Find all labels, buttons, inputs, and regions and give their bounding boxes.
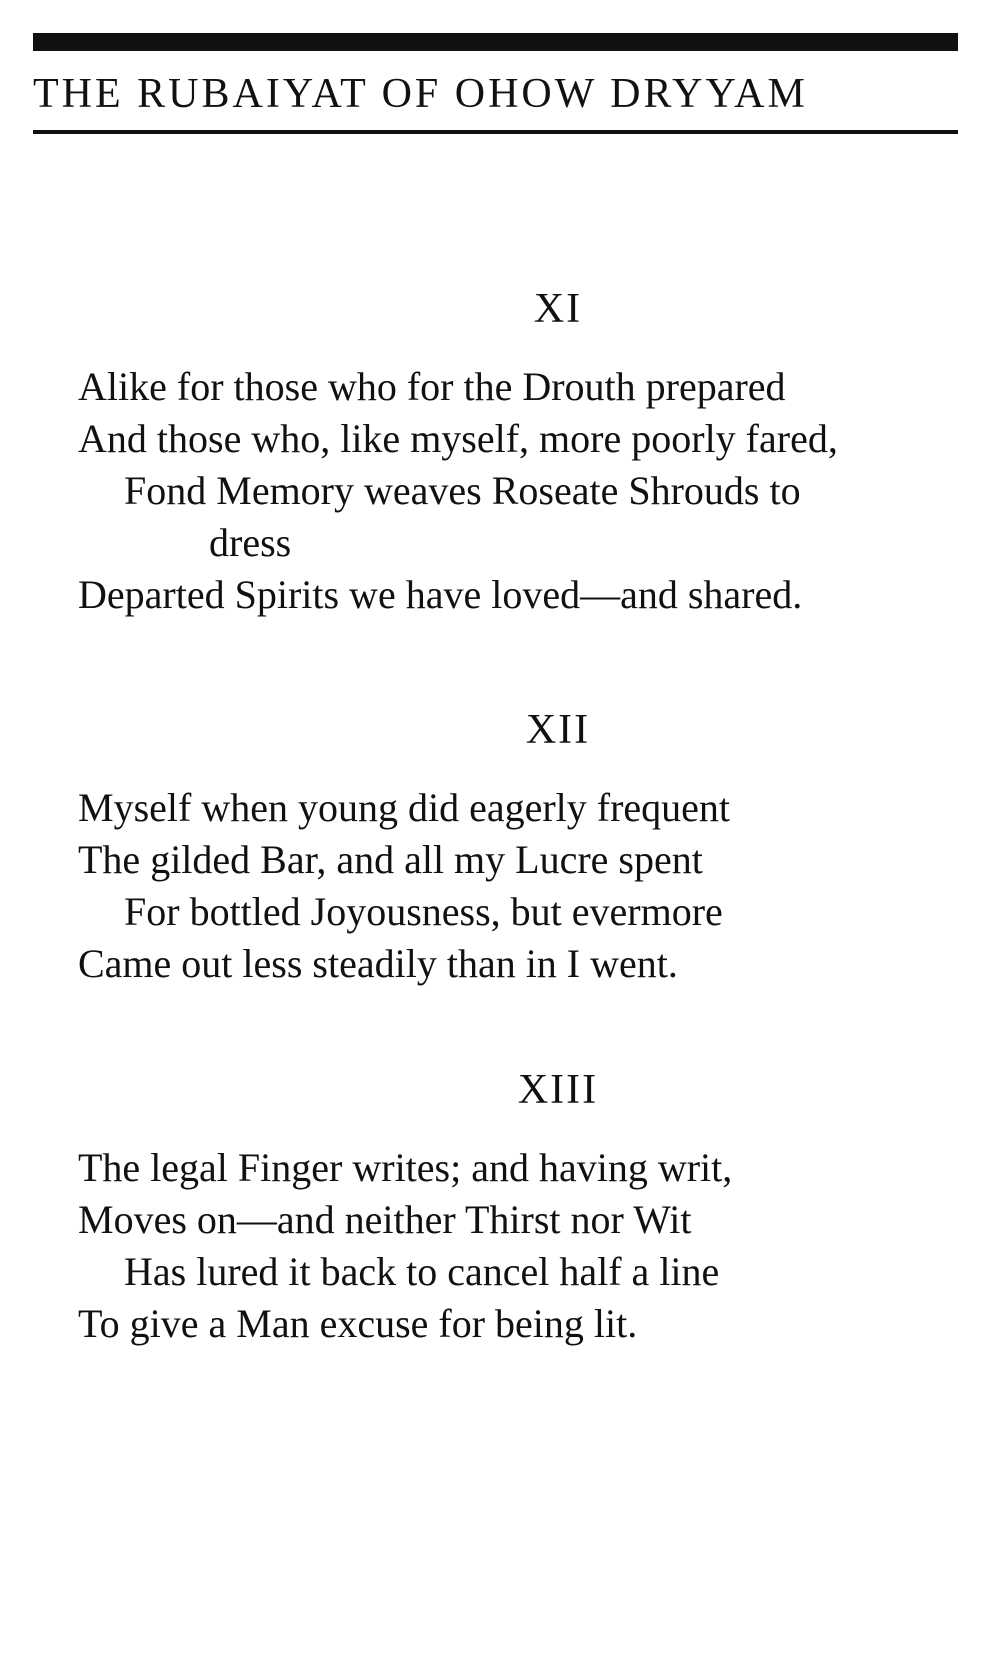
verse-line: Came out less steadily than in I went. [78, 941, 678, 986]
verse-line: Fond Memory weaves Roseate Shrouds to [124, 468, 801, 513]
top-rule [33, 33, 958, 51]
header-rule [33, 130, 958, 134]
verse-line: The legal Finger writes; and having writ, [78, 1145, 733, 1190]
stanza-numeral: XI [533, 286, 583, 332]
running-head: THE RUBAIYAT OF OHOW DRYYAM [33, 71, 808, 117]
stanza-xii [78, 704, 968, 990]
verse-line: To give a Man excuse for being lit. [78, 1301, 638, 1346]
verse-line: Has lured it back to cancel half a line [124, 1249, 720, 1294]
verse-line: Myself when young did eagerly frequent [78, 785, 731, 830]
verse-line: The gilded Bar, and all my Lucre spent [78, 837, 703, 882]
stanza-numeral: XIII [517, 1067, 599, 1113]
verse-line: And those who, like myself, more poorly fared, [78, 416, 838, 461]
verse-line: For bottled Joyousness, but evermore [124, 889, 723, 934]
stanza-xi [78, 283, 968, 621]
verse-line: dress [209, 520, 292, 565]
verse-line: Departed Spirits we have loved—and shared. [78, 572, 803, 617]
stanza-xiii [78, 1064, 968, 1350]
verse-line: Moves on—and neither Thirst nor Wit [78, 1197, 692, 1242]
stanza-numeral: XII [525, 707, 591, 753]
verse-line: Alike for those who for the Drouth prepared [78, 364, 786, 409]
